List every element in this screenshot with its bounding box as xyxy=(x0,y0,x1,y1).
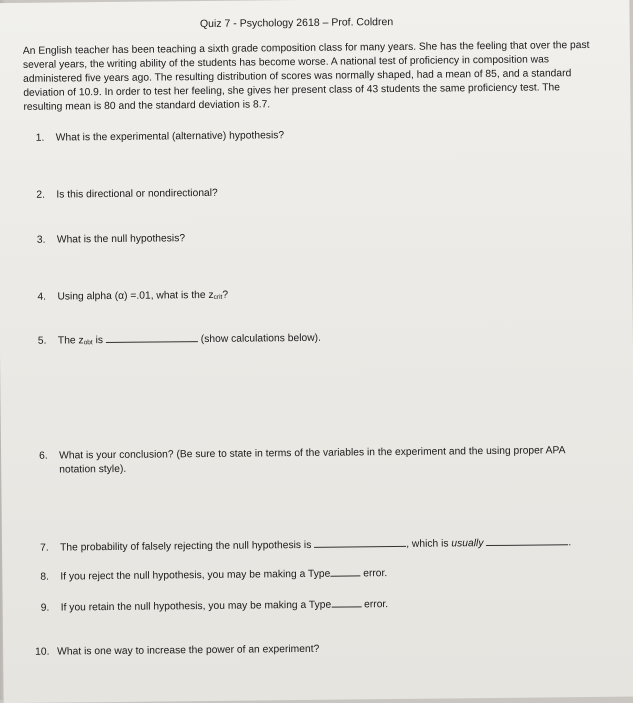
answer-blank[interactable] xyxy=(330,566,360,576)
question-text-mid: , which is xyxy=(406,538,452,550)
question-text: What is the null hypothesis? xyxy=(56,233,186,246)
question-text: The z xyxy=(57,335,84,347)
question-text: If you reject the null hypothesis, you may be making a Type xyxy=(60,568,331,583)
question-6 xyxy=(39,444,599,478)
question-number: 5. xyxy=(37,335,47,347)
question-number: 3. xyxy=(36,234,46,246)
question-number: 10. xyxy=(35,646,50,658)
question-10 xyxy=(35,640,595,660)
question-9 xyxy=(41,595,601,616)
question-8 xyxy=(40,564,600,585)
question-2 xyxy=(36,183,596,203)
question-text: Using alpha (α) =.01, what is the z xyxy=(57,289,214,303)
question-number: 7. xyxy=(40,542,49,554)
question-3 xyxy=(37,228,597,248)
emphasis-usually: usually xyxy=(451,538,484,550)
problem-statement: An English teacher has been teaching a sixth grade composition class for many years. She has the feeling that over the past several years, the writing ability of the students has become worse. A national test of proficiency in composition was administered five years ago. The resulting distribution of scores was normally shaped, had a mean of 85, and a standard deviation of 10.9. In order to test her feeling, she gives her present class of 43 students the same proficiency test. The resulting mean is 80 and the standard deviation is 8.7. xyxy=(22,39,590,113)
question-text: What is your conclusion? (Be sure to state in terms of the variables in the experiment and the using proper APA xyxy=(59,445,566,462)
question-7 xyxy=(40,535,600,556)
question-number: 8. xyxy=(40,571,50,583)
question-text-end: (show calculations below). xyxy=(200,332,321,346)
quiz-title: Quiz 7 - Psychology 2618 – Prof. Coldren xyxy=(199,16,394,31)
question-text: What is the experimental (alternative) hypothesis? xyxy=(55,130,285,144)
answer-blank[interactable] xyxy=(331,597,361,607)
question-text-end: error. xyxy=(364,599,389,611)
answer-blank-2[interactable] xyxy=(486,535,568,546)
subscript-crit: crit xyxy=(213,293,223,301)
question-number: 2. xyxy=(36,189,46,201)
question-text-mid: is xyxy=(92,335,104,347)
question-number: 1. xyxy=(35,132,45,144)
answer-blank[interactable] xyxy=(314,537,406,548)
answer-blank[interactable] xyxy=(106,332,198,343)
question-text: What is one way to increase the power of an experiment? xyxy=(57,643,320,658)
question-5 xyxy=(38,328,598,351)
question-4 xyxy=(37,285,597,307)
question-number: 4. xyxy=(37,291,47,303)
question-text: The probability of falsely rejecting the null hypothesis is xyxy=(60,539,312,554)
question-text-end: . xyxy=(568,537,572,549)
question-text-end: ? xyxy=(222,289,229,301)
question-1 xyxy=(36,126,596,146)
question-text: If you retain the null hypothesis, you may be making a Type xyxy=(60,599,332,614)
question-text-continued: notation style). xyxy=(59,463,127,476)
question-text-end: error. xyxy=(363,568,388,580)
subscript-obt: obt xyxy=(83,339,93,347)
question-text: Is this directional or nondirectional? xyxy=(56,187,218,201)
question-number: 9. xyxy=(40,602,50,614)
question-number: 6. xyxy=(39,450,48,462)
